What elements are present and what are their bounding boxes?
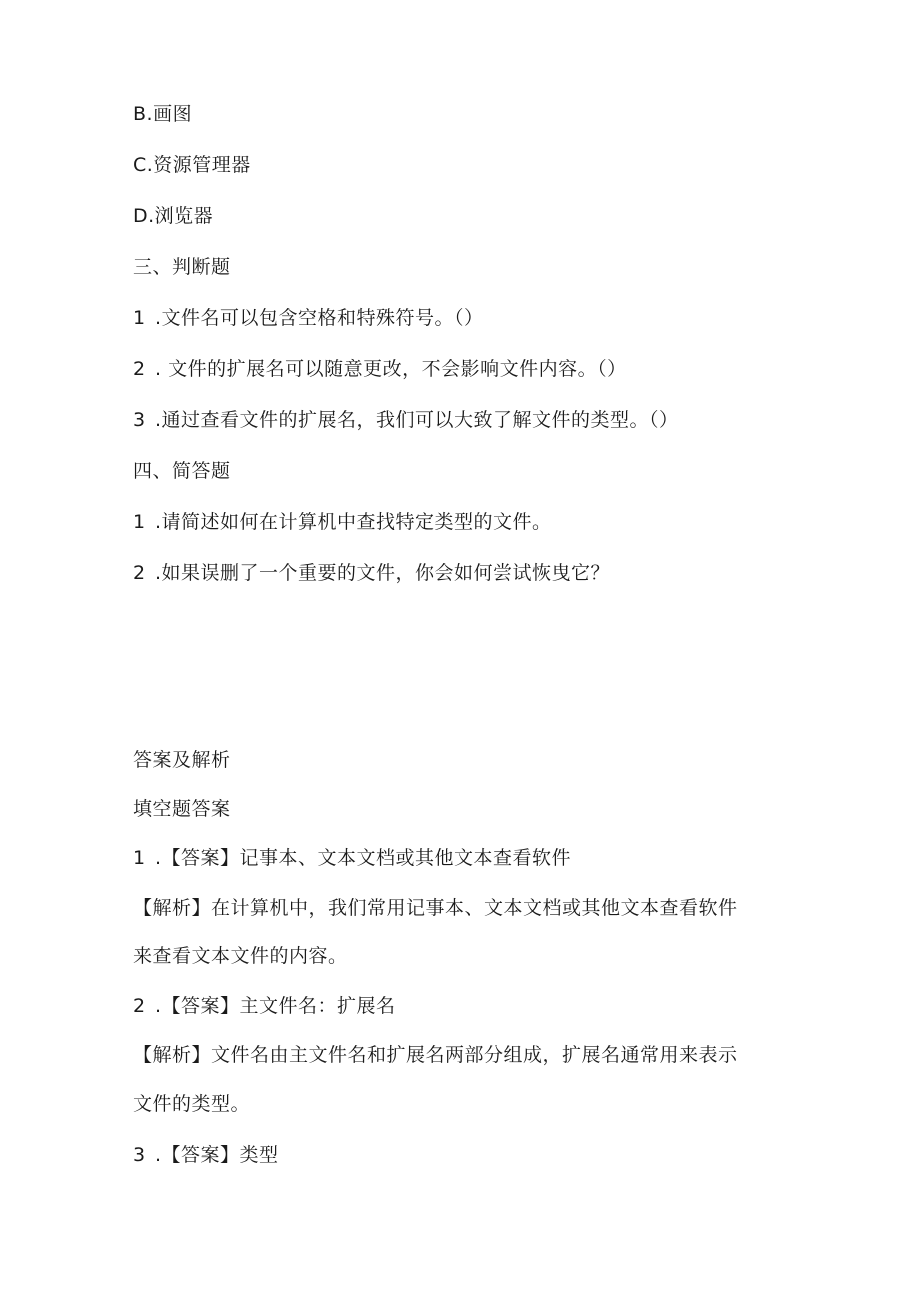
answers-subtitle: 填空题答案 [133,798,231,820]
answers-title: 答案及解析 [133,749,231,771]
question-item [133,509,552,535]
question-item [133,356,627,382]
question-number: 2 [133,358,146,380]
option-d: D.浏览器 [133,205,214,227]
option-b: B.画图 [133,103,193,125]
question-item [133,305,484,331]
answer-number: 1 [133,847,146,869]
answer-item [133,993,396,1019]
answer-text: .【答案】主文件名：扩展名 [155,995,396,1017]
explanation-line: 文件的类型。 [133,1093,251,1115]
question-number: 3 [133,409,146,431]
question-item [133,407,679,433]
question-text: .通过查看文件的扩展名，我们可以大致了解文件的类型。（） [155,409,679,431]
answer-item [133,845,571,871]
question-number: 1 [133,307,146,329]
option-c: C.资源管理器 [133,154,251,176]
explanation-line: 来查看文本文件的内容。 [133,945,348,967]
answer-number: 3 [133,1144,146,1166]
question-text: .文件名可以包含空格和特殊符号。（） [155,307,484,329]
question-item [133,560,610,586]
question-text: .如果误删了一个重要的文件，你会如何尝试恢曳它？ [155,562,611,584]
explanation-line: 【解析】文件名由主文件名和扩展名两部分组成，扩展名通常用来表示 [133,1044,738,1066]
answer-text: .【答案】类型 [155,1144,279,1166]
explanation-line: 【解析】在计算机中，我们常用记事本、文本文档或其他文本查看软件 [133,897,738,919]
question-text: .请简述如何在计算机中查找特定类型的文件。 [155,511,552,533]
answer-item [133,1142,279,1168]
section-title-short-answer: 四、简答题 [133,460,231,482]
answer-number: 2 [133,995,146,1017]
question-number: 1 [133,511,146,533]
question-text: . 文件的扩展名可以随意更改，不会影响文件内容。（） [155,358,627,380]
question-number: 2 [133,562,146,584]
section-title-true-false: 三、判断题 [133,256,231,278]
answer-text: .【答案】记事本、文本文档或其他文本查看软件 [155,847,572,869]
